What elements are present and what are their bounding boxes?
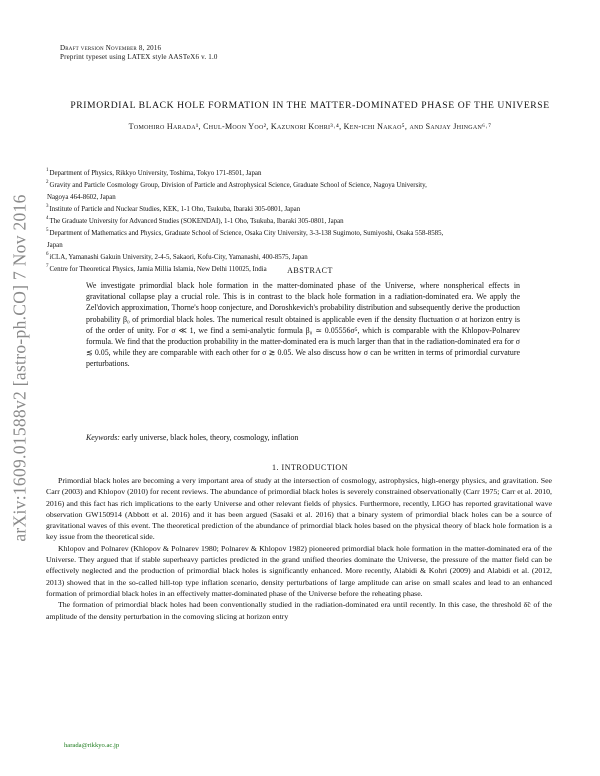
keywords-label: Keywords: — [86, 433, 120, 442]
draft-header — [60, 44, 218, 62]
affiliation-item: 4 The Graduate University for Advanced Studies (SOKENDAI), 1-1 Oho, Tsukuba, Ibaraki 305-0801, Japan — [46, 216, 344, 225]
affiliation-item: Japan — [47, 242, 63, 249]
arxiv-id: arXiv:1609.01588v2 [astro-ph.CO] 7 Nov 2016 — [9, 194, 30, 542]
abstract-heading: ABSTRACT — [287, 266, 333, 275]
affiliation-item: Nagoya 464-8602, Japan — [47, 194, 116, 201]
abstract-text: We investigate primordial black hole formation in the matter-dominated phase of the Universe, where nonspherical effects in gravitational collapse play a crucial role. This is in contrast to the black hole formation in a radiation-dominated era. We apply the Zel'dovich approximation, Thorne's hoop conjecture, and Doroshkevich's probability distribution and subsequently derive the production probability β₀ of primordial black holes. The numerical result obtained is applicable even if the density fluctuation σ at horizon entry is of the order of unity. For σ ≪ 1, we find a semi-analytic formula β₀ ≃ 0.05556σ⁵, which is comparable with the Khlopov-Polnarev formula. We find that the production probability in the matter-dominated era is much larger than that in the radiation-dominated era for σ ≲ 0.05, while they are comparable with each other for σ ≳ 0.05. We also discuss how σ can be written in terms of primordial curvature perturbations. — [86, 281, 520, 369]
arxiv-stamp[interactable] — [2, 148, 38, 588]
affiliation-item: 5 Department of Mathematics and Physics, Graduate School of Science, Osaka City University, 3-3-138 Sugimoto, Sumiyoshi, Osaka 558-8585, — [46, 228, 444, 237]
paper-title: PRIMORDIAL BLACK HOLE FORMATION IN THE MATTER-DOMINATED PHASE OF THE UNIVERSE — [70, 100, 550, 111]
affiliation-item: 1 Department of Physics, Rikkyo University, Toshima, Tokyo 171-8501, Japan — [46, 168, 262, 177]
keywords — [86, 433, 520, 442]
author-list: Tomohiro Harada¹, Chul-Moon Yoo², Kazunori Kohri³˒⁴, Ken-ichi Nakao⁵, and Sanjay Jhingan⁶˒⁷ — [128, 122, 492, 131]
email-link[interactable]: harada@rikkyo.ac.jp — [64, 742, 120, 749]
section-heading: 1. INTRODUCTION — [272, 463, 348, 472]
introduction-body — [46, 475, 552, 622]
keywords-list: early universe, black holes, theory, cosmology, inflation — [121, 433, 299, 442]
preprint-line: Preprint typeset using LATEX style AASTeX6 v. 1.0 — [60, 53, 218, 61]
intro-paragraph: Primordial black holes are becoming a very important area of study at the intersection of cosmology, astrophysics, high-energy physics, and gravitation. See Carr (2003) and Khlopov (2010) for recent reviews. The abundance of primordial black holes is severely constrained observationally (Carr 1975; Carr et al. 2010, 2016) and this fact has rich implications to the early Universe and other relevant fields of physics. Furthermore, recently, LIGO has reported gravitational wave observation GW150914 (Abbott et al. 2016) and it has been argued (Sasaki et al. 2016) that a binary system of primordial black holes can be a source of gravitational waves of this event. The theoretical prediction of the abundance of primordial black holes based on the physical theory of black hole formation is a key issue from the theoretical side. — [46, 476, 552, 542]
affiliation-item: 6 iCLA, Yamanashi Gakuin University, 2-4-5, Sakaori, Kofu-City, Yamanashi, 400-8575, Japan — [46, 252, 308, 261]
affiliation-item: 2 Gravity and Particle Cosmology Group, Division of Particle and Astrophysical Science, Graduate School of Science, Nagoya University, — [46, 180, 427, 189]
draft-line: Draft version November 8, 2016 — [60, 44, 162, 52]
affiliation-item: 7 Centre for Theoretical Physics, Jamia Millia Islamia, New Delhi 110025, India — [46, 264, 267, 273]
intro-paragraph: Khlopov and Polnarev (Khlopov & Polnarev 1980; Polnarev & Khlopov 1982) pioneered primordial black hole formation in the matter-dominated era of the Universe. They argued that if stable superheavy particles predicted in the grand unified theories dominate the Universe, the pressure of the matter field can be effectively neglected and the production of primordial black holes is significantly enhanced. More recently, Alabidi & Kohri (2009) and Alabidi et al. (2012, 2013) showed that in the so-called hill-top type inflation scenario, density perturbations of large amplitude can arise on small scales and lead to an enhanced formation of primordial black holes in an effectively matter-dominated phase of the Universe before the reheating phase. — [46, 543, 552, 598]
intro-paragraph: The formation of primordial black holes had been conventionally studied in the radiation-dominated era until recently. In this case, the threshold δ̃c of the amplitude of the density perturbation in the comoving slicing at horizon entry — [46, 600, 552, 621]
affiliation-item: 3 Institute of Particle and Nuclear Studies, KEK, 1-1 Oho, Tsukuba, Ibaraki 305-0801, Japan — [46, 204, 301, 213]
affiliation-list — [46, 168, 552, 276]
